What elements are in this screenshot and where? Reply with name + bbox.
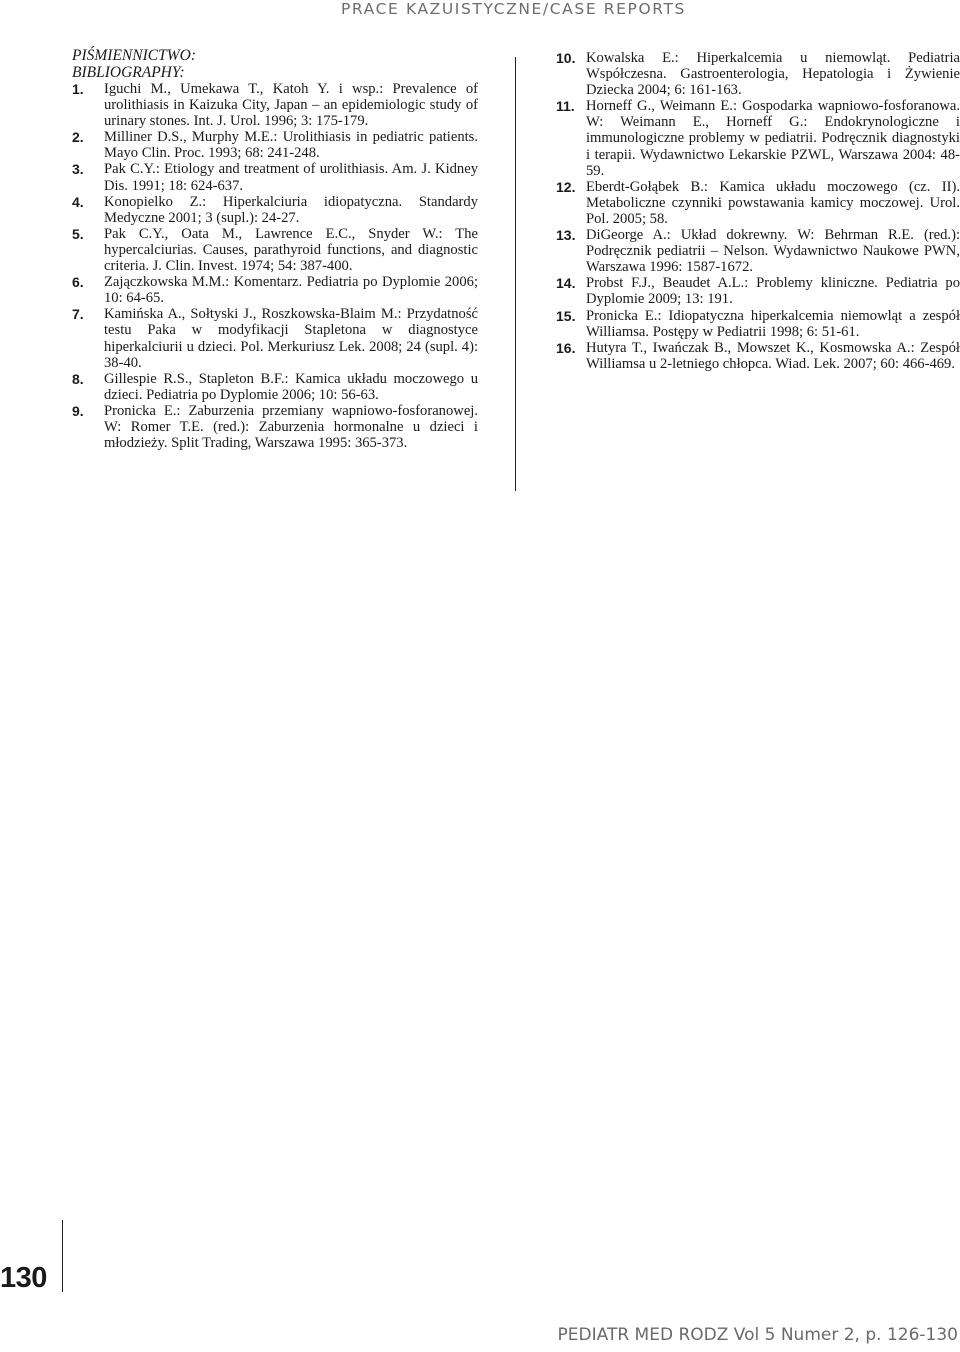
running-header: PRACE KAZUISTYCZNE/CASE REPORTS: [340, 0, 686, 18]
reference-number: 8.: [72, 370, 84, 387]
reference-number: 6.: [72, 274, 84, 291]
reference-number: 11.: [556, 98, 575, 115]
reference-item: [556, 275, 960, 307]
reference-item: [556, 340, 960, 372]
reference-text: Milliner D.S., Murphy M.E.: Urolithiasis in pediatric patients. Mayo Clin. Proc. 1993; 68: 241-248.: [104, 129, 478, 162]
reference-number: 1.: [72, 81, 84, 97]
reference-number: 2.: [72, 129, 84, 146]
reference-item: [556, 308, 960, 340]
reference-text: Horneff G., Weimann E.: Gospodarka wapniowo-fosforanowa. W: Weimann E., Horneff G.: Endokrynologiczne i immunologiczne problemy w pediatrii. Podręcznik diagnostyki i terapii. Wydawnictwo Lekarskie PZWL, Warszawa 2004: 48-59.: [586, 98, 960, 179]
reference-number: 15.: [556, 307, 576, 324]
bibliography-title-en: BIBLIOGRAPHY:: [72, 64, 185, 81]
reference-text: Iguchi M., Umekawa T., Katoh Y. i wsp.: Prevalence of urolithiasis in Kaizuka City, Japan – an epidemiologic study of urinary stones. Int. J. Urol. 1996; 3: 175-179.: [104, 81, 478, 130]
reference-text: Konopielko Z.: Hiperkalciuria idiopatyczna. Standardy Medyczne 2001; 3 (supl.): 24-27.: [104, 193, 478, 226]
reference-text: Pronicka E.: Idiopatyczna hiperkalcemia niemowląt a zespół Williamsa. Postępy w Pediatrii 1998; 6: 51-61.: [586, 307, 960, 340]
bibliography-title-pl: PIŚMIENNICTWO:: [72, 47, 196, 64]
reference-item: [72, 274, 478, 306]
reference-text: Pak C.Y.: Etiology and treatment of urolithiasis. Am. J. Kidney Dis. 1991; 18: 624-637.: [104, 161, 478, 194]
reference-text: Probst F.J., Beaudet A.L.: Problemy kliniczne. Pediatria po Dyplomie 2009; 13: 191.: [586, 275, 960, 308]
reference-item: [72, 129, 478, 161]
column-divider: [515, 57, 516, 491]
reference-number: 12.: [556, 178, 576, 195]
reference-text: Pronicka E.: Zaburzenia przemiany wapniowo-fosforanowej. W: Romer T.E. (red.): Zaburzenia hormonalne u dzieci i młodzieży. Split Trading, Warszawa 1995: 365-373.: [104, 402, 478, 452]
reference-item: [556, 98, 960, 178]
reference-text: DiGeorge A.: Układ dokrewny. W: Behrman R.E. (red.): Podręcznik pediatrii – Nelson. Wydawnictwo Naukowe PWN, Warszawa 1996: 1587-1672.: [586, 227, 960, 276]
reference-number: 13.: [556, 227, 576, 244]
reference-number: 16.: [556, 339, 576, 356]
reference-number: 9.: [72, 402, 84, 419]
reference-item: [556, 227, 960, 275]
bibliography-right-column: [556, 50, 960, 372]
reference-item: [72, 161, 478, 193]
reference-text: Kowalska E.: Hiperkalcemia u niemowląt. Pediatria Współczesna. Gastroenterologia, Hepatologia i Żywienie Dziecka 2004; 6: 161-163.: [586, 50, 960, 99]
page-number: 130: [0, 1262, 47, 1294]
reference-number: 10.: [556, 50, 576, 66]
reference-item: [72, 194, 478, 226]
journal-citation: PEDIATR MED RODZ Vol 5 Numer 2, p. 126-130: [557, 1325, 958, 1345]
reference-item: [72, 81, 478, 129]
reference-text: Kamińska A., Sołtyski J., Roszkowska-Blaim M.: Przydatność testu Paka w modyfikacji Stapletona w diagnostyce hiperkalciurii u dzieci. Pol. Merkuriusz Lek. 2008; 24 (supl. 4): 38-40.: [104, 306, 478, 371]
reference-number: 4.: [72, 193, 84, 210]
reference-text: Eberdt-Gołąbek B.: Kamica układu moczowego (cz. II). Metaboliczne czynniki powstawania kamicy moczowej. Urol. Pol. 2005; 58.: [586, 178, 960, 227]
reference-item: [72, 226, 478, 274]
bibliography-left-column: [72, 47, 478, 451]
reference-text: Zajączkowska M.M.: Komentarz. Pediatria po Dyplomie 2006; 10: 64-65.: [104, 274, 478, 307]
reference-number: 5.: [72, 225, 84, 242]
reference-item: [556, 179, 960, 227]
reference-item: [72, 403, 478, 451]
reference-list-left: [72, 81, 478, 451]
reference-number: 14.: [556, 275, 576, 292]
reference-number: 7.: [72, 306, 84, 323]
reference-item: [72, 371, 478, 403]
reference-item: [72, 306, 478, 370]
reference-text: Pak C.Y., Oata M., Lawrence E.C., Snyder W.: The hypercalciurias. Causes, parathyroid functions, and diagnostic criteria. J. Clin. Invest. 1974; 54: 387-400.: [104, 225, 478, 275]
reference-list-right: [556, 50, 960, 372]
reference-item: [556, 50, 960, 98]
reference-number: 3.: [72, 161, 84, 178]
reference-text: Hutyra T., Iwańczak B., Mowszet K., Kosmowska A.: Zespół Williamsa u 2-letniego chłopca. Wiad. Lek. 2007; 60: 466-469.: [586, 339, 960, 372]
reference-text: Gillespie R.S., Stapleton B.F.: Kamica układu moczowego u dzieci. Pediatria po Dyplomie 2006; 10: 56-63.: [104, 370, 478, 403]
page-number-rule: [62, 1220, 63, 1292]
